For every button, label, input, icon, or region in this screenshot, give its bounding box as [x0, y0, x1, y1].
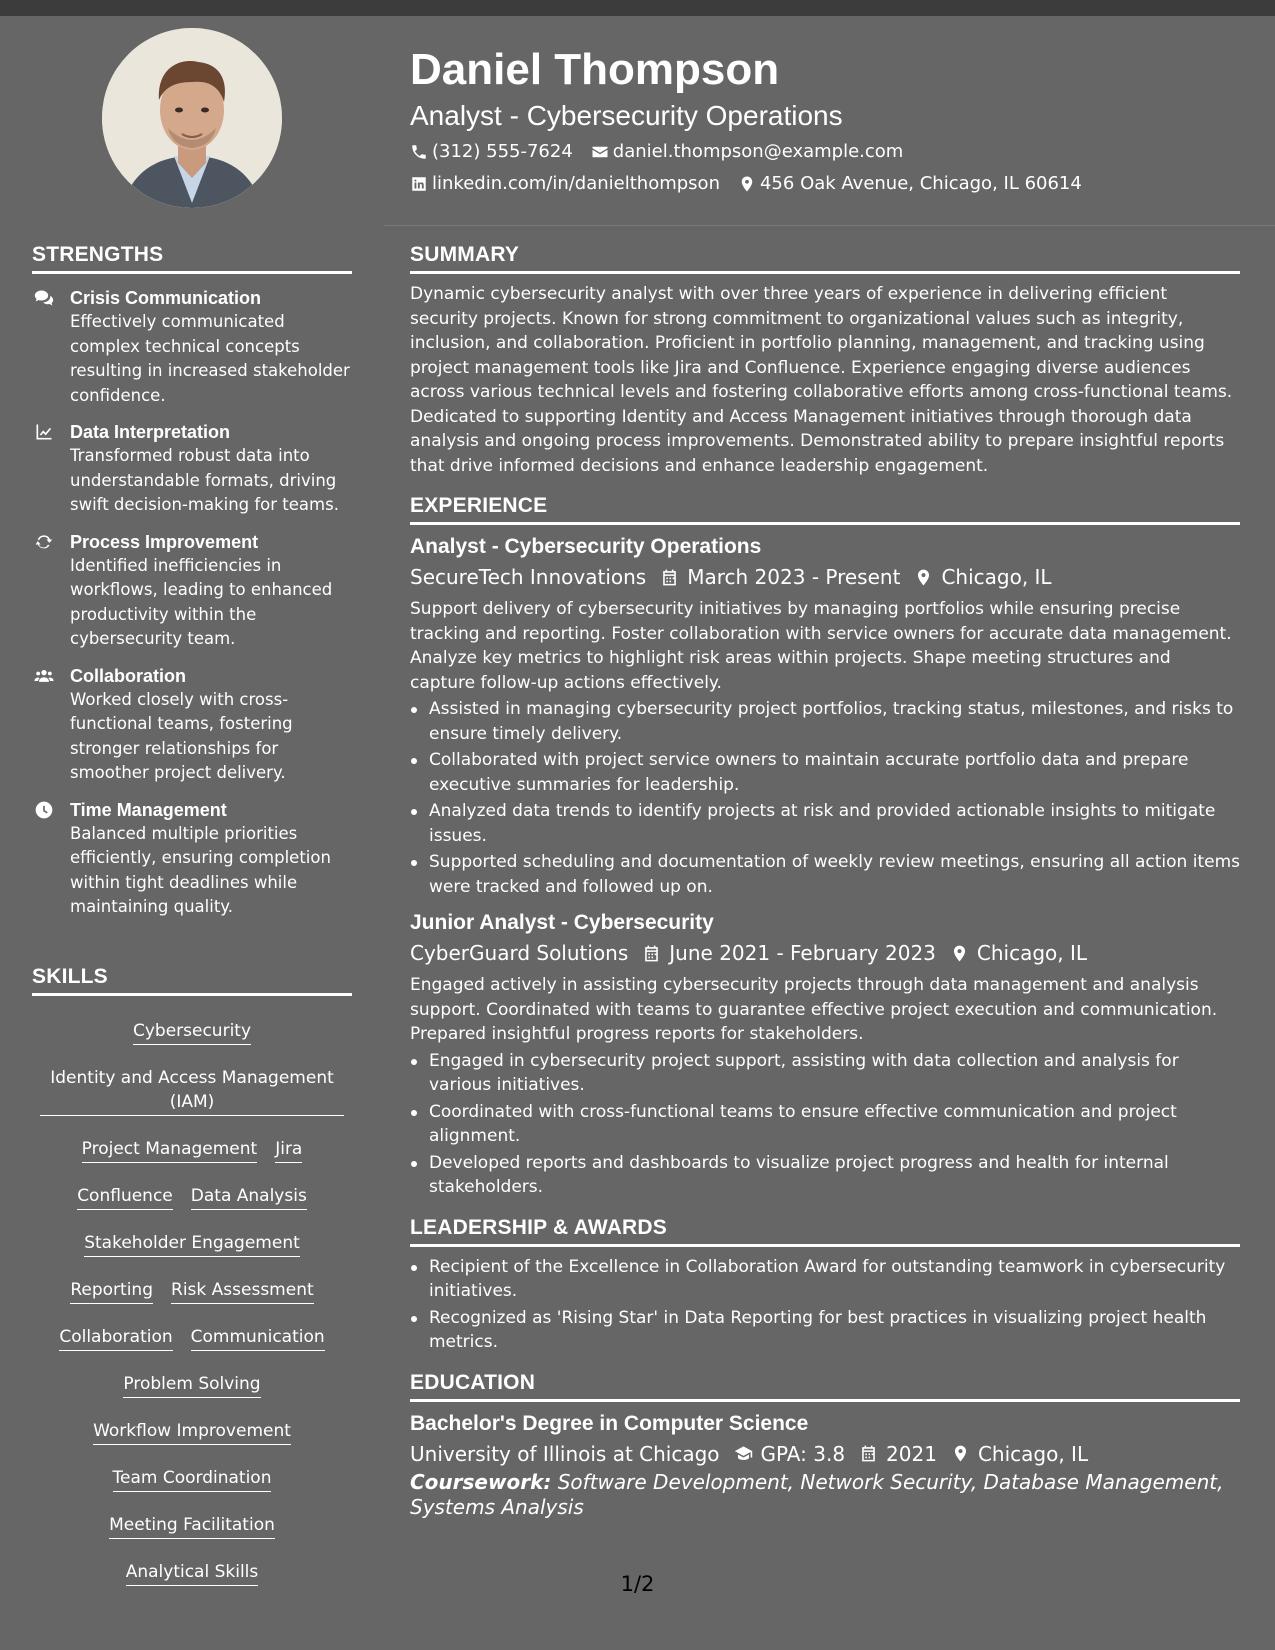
school-location: Chicago, IL — [977, 1441, 1089, 1466]
job-bullet: Engaged in cybersecurity project support, assisting with data collection and analysis for various initiatives. — [410, 1049, 1240, 1098]
award-item: Recognized as 'Rising Star' in Data Reporting for best practices in visualizing project health metrics. — [410, 1306, 1240, 1355]
strengths-section — [32, 243, 352, 920]
main-content — [410, 243, 1240, 1536]
job-bullet: Coordinated with cross-functional teams to ensure effective communication and project alignment. — [410, 1100, 1240, 1149]
linkedin-contact[interactable] — [410, 168, 720, 200]
clock-icon — [34, 800, 54, 820]
candidate-role: Analyst - Cybersecurity Operations — [410, 100, 843, 131]
email-contact[interactable] — [591, 136, 904, 168]
map-marker-icon — [738, 175, 756, 193]
email-text: daniel.thompson@example.com — [612, 141, 904, 162]
coursework-list: Software Development, Network Security, Database Management, Systems Analysis — [410, 1469, 1224, 1519]
skill-tag: Cybersecurity — [133, 1014, 251, 1045]
skills-heading: SKILLS — [32, 965, 352, 996]
degree-title: Bachelor's Degree in Computer Science — [410, 1411, 809, 1435]
coursework — [410, 1470, 1240, 1520]
linkedin-icon — [410, 175, 428, 193]
skill-tag: Team Coordination — [113, 1461, 272, 1492]
education-heading: EDUCATION — [410, 1371, 1240, 1402]
skill-tag: Identity and Access Management (IAM) — [40, 1061, 344, 1116]
skill-tag: Data Analysis — [191, 1179, 307, 1210]
resume-header — [410, 42, 1240, 200]
experience-heading: EXPERIENCE — [410, 494, 1240, 525]
chart-line-icon — [34, 422, 54, 442]
skill-tag: Problem Solving — [123, 1367, 260, 1398]
map-marker-icon — [950, 944, 969, 963]
comments-icon — [34, 288, 54, 308]
strength-item — [32, 420, 352, 518]
map-marker-icon — [914, 568, 933, 587]
candidate-name: Daniel Thompson — [410, 45, 780, 94]
strength-title: Collaboration — [70, 665, 186, 686]
strength-title: Data Interpretation — [70, 422, 231, 442]
skill-tag: Collaboration — [59, 1320, 172, 1351]
strength-title: Process Improvement — [70, 531, 259, 552]
school-name: University of Illinois at Chicago — [410, 1441, 720, 1466]
graduation-cap-icon — [734, 1444, 753, 1463]
summary-heading: SUMMARY — [410, 243, 1240, 274]
strength-desc: Transformed robust data into understandable formats, driving swift decision-making for teams. — [70, 446, 339, 514]
skill-tag: Communication — [191, 1320, 325, 1351]
job-location: Chicago, IL — [976, 941, 1088, 965]
strength-title: Crisis Communication — [70, 288, 262, 308]
map-marker-icon — [951, 1444, 970, 1463]
job-bullet: Collaborated with project service owners to maintain accurate portfolio data and prepare executive summaries for leadership. — [410, 748, 1240, 797]
skill-tag: Workflow Improvement — [93, 1414, 291, 1445]
awards-heading: LEADERSHIP & AWARDS — [410, 1216, 1240, 1247]
calendar-icon — [859, 1444, 878, 1463]
address-text: 456 Oak Avenue, Chicago, IL 60614 — [759, 173, 1082, 194]
skill-tag: Project Management — [82, 1132, 258, 1163]
strength-desc: Balanced multiple priorities efficiently, ensuring completion within tight deadlines while maintaining quality. — [70, 823, 331, 916]
top-bar — [0, 0, 1275, 16]
page-number: 1/2 — [620, 1572, 655, 1596]
skill-tag: Jira — [275, 1132, 302, 1163]
job-title: Junior Analyst - Cybersecurity — [410, 911, 714, 934]
profile-photo — [102, 28, 282, 208]
education-section — [410, 1371, 1240, 1520]
job-bullets — [410, 1049, 1240, 1200]
skill-tag: Analytical Skills — [126, 1555, 259, 1586]
summary-text: Dynamic cybersecurity analyst with over three years of experience in delivering efficient security projects. Known for strong commitment to organizational values such as integrity, inclusion, and collaboration. Proficient in portfolio planning, management, and tracking using project management tools like Jira and Confluence. Experience engaging diverse audiences across various technical levels and fostering collaborative efforts among cross-functional teams. Dedicated to supporting Identity and Access Management initiatives through thorough data analysis and ongoing process improvements. Demonstrated ability to prepare insightful reports that drive informed decisions and enhance leadership engagement. — [410, 284, 1233, 476]
strength-title: Time Management — [70, 799, 227, 820]
job-entry — [410, 909, 1240, 1200]
gpa-text: GPA: 3.8 — [760, 1441, 846, 1466]
coursework-label: Coursework: — [410, 1469, 552, 1494]
company-name: SecureTech Innovations — [410, 565, 647, 589]
strength-item — [32, 798, 352, 920]
envelope-icon — [591, 143, 609, 161]
job-entry — [410, 533, 1240, 899]
skill-tag: Meeting Facilitation — [109, 1508, 275, 1539]
users-icon — [34, 666, 54, 686]
skill-tag: Risk Assessment — [171, 1273, 314, 1304]
graduation-year: 2021 — [886, 1441, 937, 1466]
address-contact — [738, 168, 1082, 200]
job-summary: Support delivery of cybersecurity initiatives by managing portfolios while ensuring precise tracking and reporting. Foster collaboration with service owners for accurate data management. Analyze key metrics to highlight risk areas within projects. Shape meeting structures and capture follow-up actions effectively. — [410, 599, 1232, 693]
header-divider — [384, 225, 1275, 226]
job-dates: March 2023 - Present — [687, 565, 901, 589]
calendar-icon — [642, 944, 661, 963]
award-list — [410, 1255, 1240, 1355]
phone-text: (312) 555-7624 — [432, 141, 573, 162]
strength-desc: Identified inefficiencies in workflows, leading to enhanced productivity within the cybersecurity team. — [70, 555, 333, 648]
job-bullet: Analyzed data trends to identify projects at risk and provided actionable insights to mitigate issues. — [410, 799, 1240, 848]
experience-section — [410, 494, 1240, 1200]
refresh-icon — [34, 532, 54, 552]
strength-item — [32, 286, 352, 408]
job-bullet: Supported scheduling and documentation of weekly review meetings, ensuring all action items were tracked and followed up on. — [410, 850, 1240, 899]
award-item: Recipient of the Excellence in Collaboration Award for outstanding teamwork in cybersecurity initiatives. — [410, 1255, 1240, 1304]
awards-section — [410, 1216, 1240, 1355]
skills-section — [32, 965, 352, 1594]
strengths-heading: STRENGTHS — [32, 243, 352, 274]
job-bullet: Assisted in managing cybersecurity project portfolios, tracking status, milestones, and risks to ensure timely delivery. — [410, 697, 1240, 746]
job-bullet: Developed reports and dashboards to visualize project progress and health for internal stakeholders. — [410, 1151, 1240, 1200]
skill-list — [32, 1006, 352, 1594]
job-title: Analyst - Cybersecurity Operations — [410, 535, 762, 558]
job-bullets — [410, 697, 1240, 899]
strength-desc: Worked closely with cross-functional teams, fostering stronger relationships for smoother project delivery. — [70, 689, 293, 782]
phone-contact[interactable] — [410, 136, 573, 168]
job-location: Chicago, IL — [941, 565, 1052, 589]
strength-item — [32, 664, 352, 786]
calendar-icon — [660, 568, 679, 587]
skill-tag: Confluence — [77, 1179, 173, 1210]
strength-desc: Effectively communicated complex technical concepts resulting in increased stakeholder confidence. — [70, 312, 350, 405]
skill-tag: Reporting — [70, 1273, 153, 1304]
job-dates: June 2021 - February 2023 — [669, 941, 936, 965]
strength-item — [32, 530, 352, 652]
phone-icon — [410, 143, 428, 161]
skill-tag: Stakeholder Engagement — [84, 1226, 300, 1257]
job-summary: Engaged actively in assisting cybersecurity projects through data management and analysis support. Coordinated with teams to guarantee effective project execution and communication. Prepared insightful progress reports for stakeholders. — [410, 975, 1218, 1044]
company-name: CyberGuard Solutions — [410, 941, 629, 965]
linkedin-text: linkedin.com/in/danielthompson — [432, 173, 720, 194]
summary-section — [410, 243, 1240, 478]
